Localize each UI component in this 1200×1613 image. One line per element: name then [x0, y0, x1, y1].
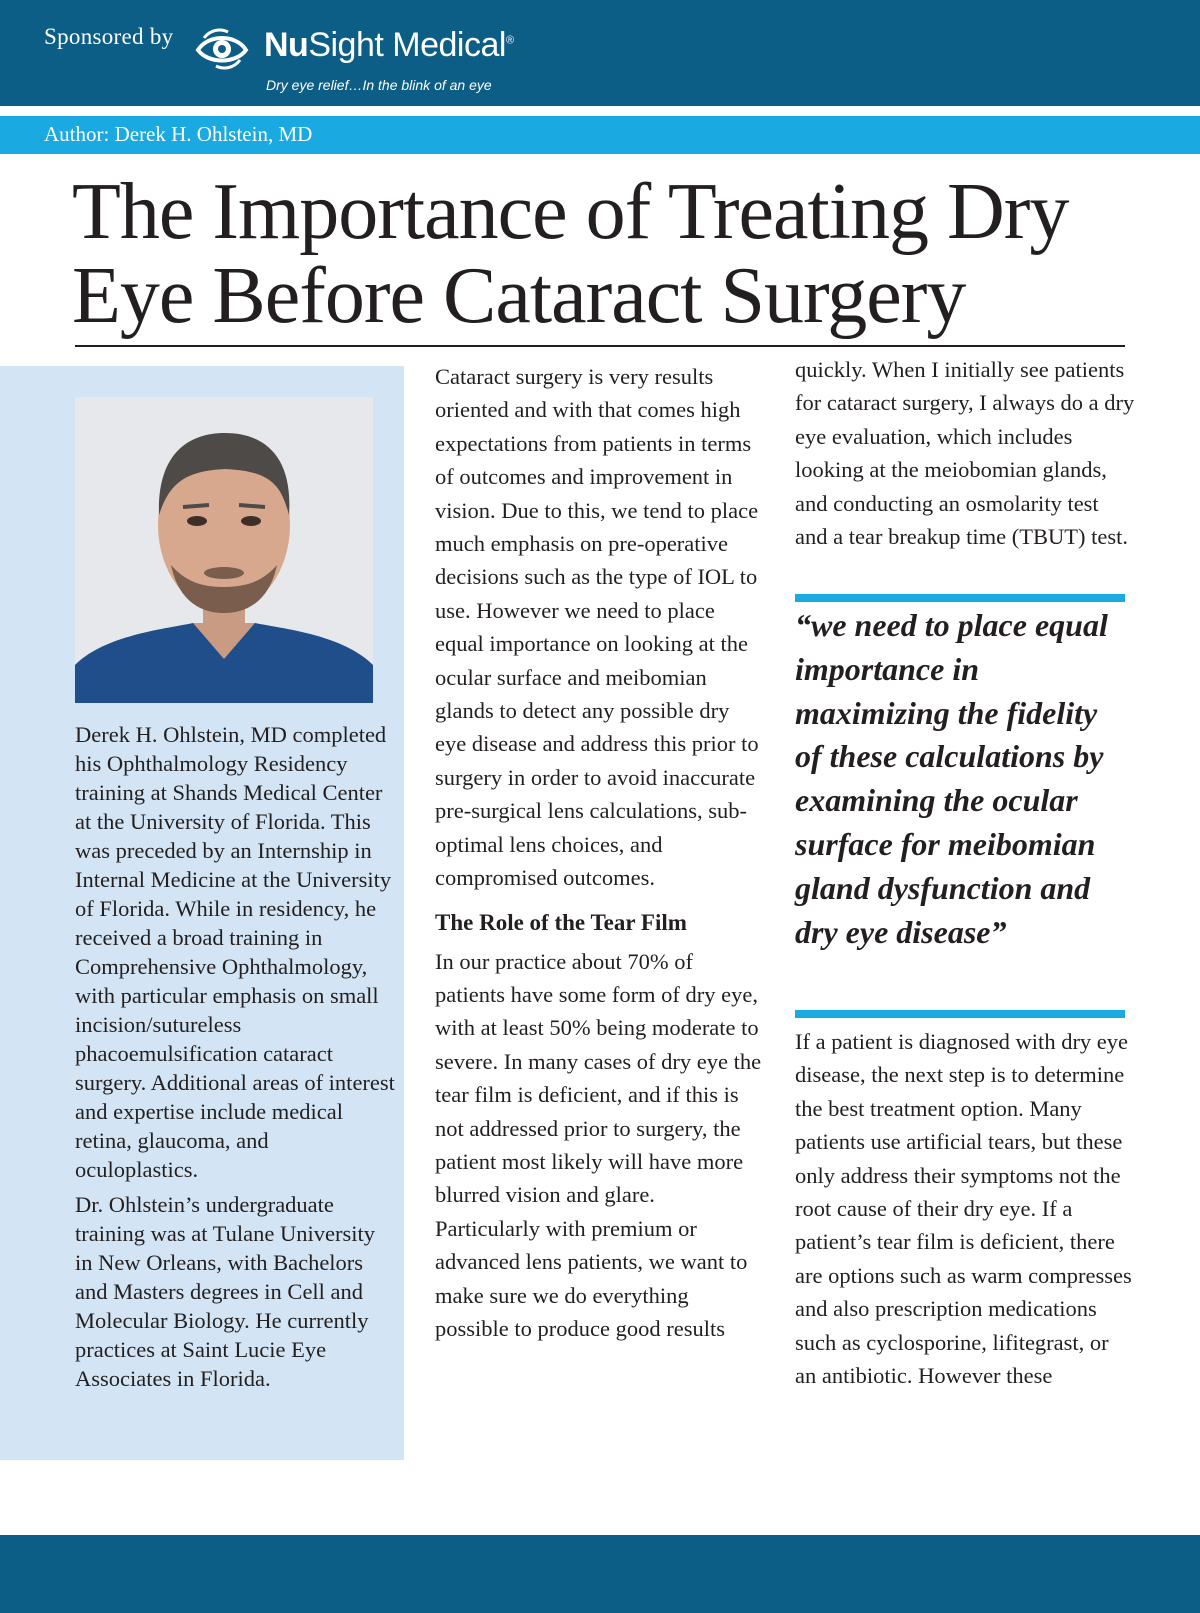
intro-paragraph: Cataract surgery is very results oriented and with that comes high expectations from patients in terms of outcomes and improvement in vision. Due to this, we tend to place much emphasis on pre-operative decisions such as the type of IOL to use. However we need to place equal importance on looking at the ocular surface and meibomian glands to detect any possible dry eye disease and address this prior to surgery in order to avoid inaccurate pre-surgical lens calculations, sub-optimal lens choices, and compromised outcomes. [435, 364, 759, 891]
registered-mark: ® [505, 34, 514, 47]
brand-prefix: Nu [264, 26, 309, 64]
title-divider [75, 345, 1125, 347]
sponsor-label: Sponsored by [44, 24, 174, 49]
brand-rest: Sight Medical [308, 26, 506, 64]
pull-quote-bottom-rule [795, 1010, 1125, 1018]
eye-swirl-logo-icon [194, 26, 250, 72]
brand-tagline: Dry eye relief…In the blink of an eye [266, 77, 492, 93]
tear-film-paragraph: In our practice about 70% of patients have some form of dry eye, with at least 50% being moderate to severe. In many cases of dry eye the tear film is deficient, and if this is not addressed prior to surgery, the patient most likely will have more blurred vision and glare. Particularly with premium or advanced lens patients, we want to make sure we do everything possible to produce good results [435, 948, 762, 1341]
author-band [0, 116, 1200, 154]
bio-paragraph-2: Dr. Ohlstein’s undergraduate training was at Tulane University in New Orleans, with Bachelors and Masters degrees in Cell and Molecular Biology. He currently practices at Saint Lucie Eye Associates in Florida. [75, 1192, 375, 1391]
evaluation-paragraph: quickly. When I initially see patients for cataract surgery, I always do a dry eye evaluation, which includes looking at the meiobomian glands, and conducting an osmolarity test and a tear breakup time (TBUT) test. [795, 357, 1135, 550]
article-column-3 [795, 353, 1135, 553]
article-column-3-continued [795, 1025, 1135, 1392]
bio-paragraph-1: Derek H. Ohlstein, MD completed his Ophthalmology Residency training at Shands Medical Center at the University of Florida. This was preceded by an Internship in Internal Medicine at the University of Florida. While in residency, he received a broad training in Comprehensive Ophthalmology, with particular emphasis on small incision/sutureless phacoemulsification cataract surgery. Additional areas of interest and expertise include medical retina, glaucoma, and oculoplastics. [75, 722, 395, 1182]
author-headshot-icon [75, 397, 373, 703]
footer-band [0, 1535, 1200, 1613]
article-column-2 [435, 360, 765, 1345]
section-heading: The Role of the Tear Film [435, 909, 687, 935]
brand-name [264, 26, 514, 65]
author-bio [75, 720, 395, 1399]
author-line: Author: Derek H. Ohlstein, MD [44, 122, 313, 146]
sponsor-header [0, 0, 1200, 106]
pull-quote-top-rule [795, 594, 1125, 602]
pull-quote: “we need to place equal importance in maximizing the fidelity of these calculations by examining the ocular surface for meibomian gland dysfunction and dry eye disease” [795, 607, 1108, 950]
treatment-paragraph: If a patient is diagnosed with dry eye disease, the next step is to determine the best treatment option. Many patients use artificial tears, but these only address their symptoms not the root cause of their dry eye. If a patient’s tear film is deficient, there are options such as warm compresses and also prescription medications such as cyclosporine, lifitegrast, or an antibiotic. However these [795, 1029, 1132, 1389]
article-title: The Importance of Treating Dry Eye Before Cataract Surgery [72, 168, 1069, 340]
